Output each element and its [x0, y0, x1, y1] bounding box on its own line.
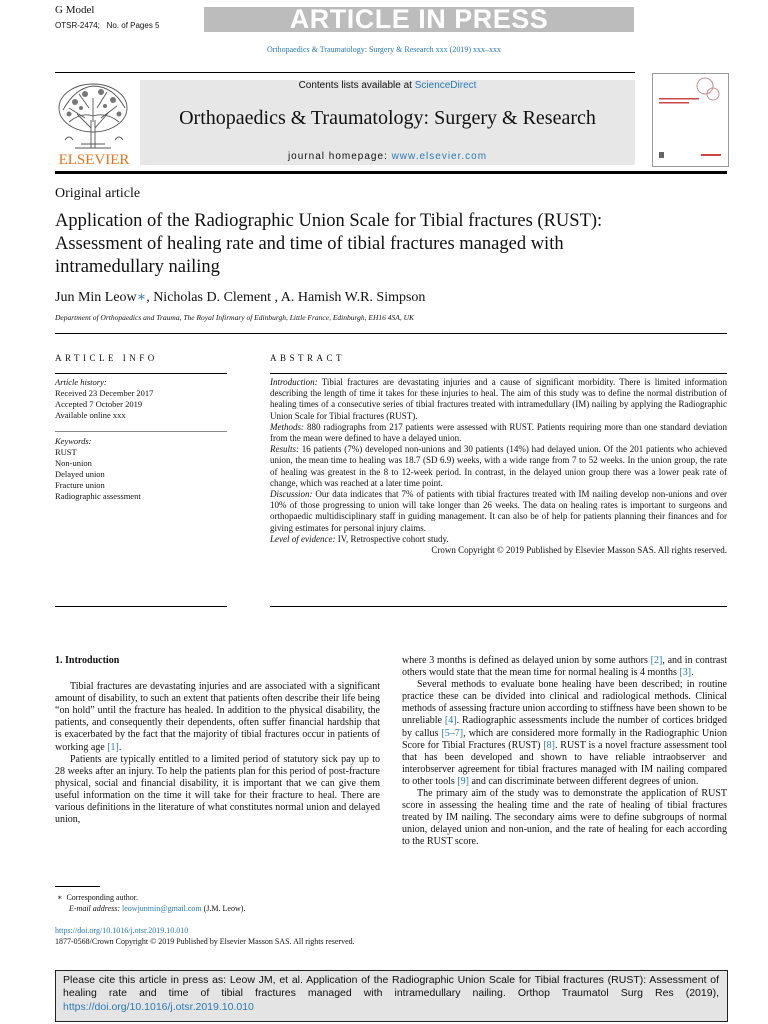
abstract-discussion-text: Our data indicates that 7% of patients with tibial fractures treated with IM nailing develop non-unions and over 10% of those progressing to union will take longer than 26 weeks. The data on healing rates is important to surgeons and orthopaedic multidisciplinary staff in guiding management. It can also be of help for patients planning their finances and for giving estimates for personal injury claims. — [270, 489, 727, 533]
abstract-methods — [270, 422, 727, 444]
abstract-level-text: IV, Retrospective cohort study. — [335, 533, 449, 544]
reference-link[interactable]: [2] — [650, 655, 663, 666]
history-online: Available online xxx — [55, 410, 126, 420]
co-authors: , Nicholas D. Clement , A. Hamish W.R. Simpson — [146, 290, 426, 305]
keywords-label: Keywords: — [55, 436, 92, 446]
author-list — [55, 289, 425, 306]
abstract-bottom-rule — [270, 606, 727, 607]
keyword-item: Radiographic assessment — [55, 491, 141, 501]
journal-title: Orthopaedics & Traumatology: Surgery & Research — [179, 107, 596, 129]
reference-link[interactable]: [1] — [107, 741, 119, 753]
abstract-discussion-label: Discussion: — [270, 489, 313, 500]
abstract-level-label: Level of evidence: — [270, 533, 336, 544]
history-accepted: Accepted 7 October 2019 — [55, 399, 143, 409]
abstract-rule — [270, 373, 727, 374]
paragraph-text: where 3 months is defined as delayed union by some authors — [402, 655, 651, 666]
article-history — [55, 377, 153, 421]
body-column-right — [402, 655, 727, 849]
email-label: E-mail address: — [69, 904, 123, 913]
corresponding-author-mark[interactable]: ∗ — [136, 290, 147, 305]
reference-link[interactable]: [8] — [543, 739, 555, 751]
article-title: Application of the Radiographic Union Scale for Tibial fractures (RUST): Assessment of healing rate and time of tibial fractures managed with intramedullary nailing — [55, 211, 603, 277]
article-info-rule — [55, 373, 227, 374]
contents-line — [140, 80, 635, 91]
footnote — [55, 892, 245, 914]
paragraph-text: . — [118, 741, 122, 753]
elsevier-tree-icon — [55, 78, 133, 166]
affiliation: Department of Orthopaedics and Trauma, The Royal Infirmary of Edinburgh, Little France, Edinburgh, EH16 4SA, UK — [55, 313, 415, 322]
footnote-mark: ∗ — [57, 893, 63, 902]
manuscript-number: OTSR-2474; — [55, 21, 100, 30]
abstract-introduction — [270, 377, 727, 422]
body-paragraph — [402, 655, 727, 679]
body-paragraph: Patients are typically entitled to a limited period of statutory sick pay up to 28 weeks after an injury. To help the patients plan for this period of post-fracture physical, social and financial disability, it is important that we can give them useful information on the time it will take for their fracture to heal. There are various definitions in the literature of what constitutes normal union and delayed union, — [55, 753, 380, 826]
abstract-methods-text: 880 radiographs from 217 patients were assessed with RUST. Patients requiring more than one standard deviation from the mean were defined to have a delayed union. — [270, 421, 727, 444]
footnote-rule — [55, 886, 100, 887]
email-link[interactable]: leowjunmin@gmail.com — [122, 904, 202, 913]
homepage-line — [140, 151, 635, 162]
reference-link[interactable]: [3] — [679, 667, 692, 679]
body-paragraph: The primary aim of the study was to demonstrate the application of RUST score in assessing the healing time and the rate of healing of tibial fractures treated by IM nailing. The secondary aims were to define subgroups of normal union, delayed union and non-union, and the rate of healing for each according to the RUST score. — [402, 788, 727, 848]
keyword-item: Fracture union — [55, 480, 105, 490]
paragraph-text: , which are considered more formally in the Radiographic Union Score for Tibial Fractures (RUST) — [402, 727, 727, 751]
issn-line: 1877-0568/Crown Copyright © 2019 Published by Elsevier Masson SAS. All rights reserved. — [55, 937, 355, 946]
contents-prefix: Contents lists available at — [298, 80, 415, 91]
sciencedirect-link[interactable]: ScienceDirect — [414, 80, 477, 91]
abstract-heading: ABSTRACT — [270, 353, 346, 363]
homepage-link[interactable]: www.elsevier.com — [391, 151, 488, 162]
email-note — [55, 903, 245, 914]
paragraph-text: and can discriminate between different degrees of union. — [468, 775, 699, 787]
reference-link[interactable]: [4] — [444, 715, 457, 727]
abstract-results — [270, 444, 727, 489]
abstract-intro-label: Introduction: — [270, 377, 318, 387]
reference-link[interactable]: [9] — [457, 775, 469, 787]
reference-link[interactable]: [5–7] — [441, 727, 464, 739]
corresponding-note — [55, 892, 245, 903]
cover-image-icon — [653, 74, 728, 166]
paragraph-text: . Radiographic assessments include the number of cortices bridged by callus — [402, 715, 727, 739]
cite-body: Please cite this article in press as: Leow JM, et al. Application of the Radiographic Union Scale for Tibial fractures (RUST): Assessment of healing rate and time of tibial fractures managed with intramedullary nailing. Orthop Traumatol Surg Res (2019), — [63, 974, 719, 1000]
page-count: No. of Pages 5 — [106, 21, 160, 30]
article-info-heading: ARTICLE INFO — [55, 353, 158, 363]
elsevier-wordmark: ELSEVIER — [58, 152, 130, 166]
introduction-heading: 1. Introduction — [55, 655, 120, 666]
journal-citation-link[interactable]: Orthopaedics & Traumatology: Surgery & Research xxx (2019) xxx–xxx — [266, 45, 502, 54]
cite-text — [63, 974, 719, 1014]
header-top-rule — [55, 72, 635, 73]
email-suffix: (J.M. Leow). — [201, 904, 246, 913]
paragraph-text: , and in contrast others would state that the mean time for normal healing is 4 months — [402, 655, 728, 679]
paragraph-text: Tibial fractures are devastating injuries and are associated with a significant amount of disability, to such an extent that patients often describe their life being “on hold” until the fracture has healed. In addition to the physical disability, the patients, and consequently their dependents, often suffer financial hardship that is exacerbated by the fact that the majority of tibial fractures occur in patients of working age — [55, 681, 380, 753]
body-paragraph — [55, 681, 380, 754]
paragraph-text: . — [691, 667, 694, 679]
g-model-label: G Model — [55, 4, 95, 16]
homepage-prefix: journal homepage: — [287, 151, 392, 162]
abstract-discussion — [270, 489, 727, 534]
author-leow: Jun Min Leow — [55, 290, 137, 305]
abstract-results-text: 16 patients (7%) developed non-unions and 30 patients (14%) had delayed union. Of the 201 patients who achieved union, the mean time to healing was 18.7 (SD 6.9) weeks, with a wide range from 7 to 52 weeks. In the union group, the rate of healing was greatest in the 8 to 12-week period. In contrast, in the delayed union group there was a lower peak rate of change, which was reached at a later time point. — [270, 444, 727, 488]
header-bottom-rule — [55, 171, 727, 174]
journal-cover-thumbnail[interactable] — [652, 73, 729, 167]
body-column-left — [55, 655, 380, 826]
history-keywords-rule — [55, 431, 227, 432]
keyword-item: RUST — [55, 447, 77, 457]
article-in-press-text: ARTICLE IN PRESS — [289, 4, 549, 34]
doi-link[interactable]: https://doi.org/10.1016/j.otsr.2019.10.010 — [55, 926, 189, 935]
abstract-level — [270, 534, 727, 545]
keyword-item: Non-union — [55, 458, 92, 468]
history-received: Received 23 December 2017 — [55, 388, 154, 398]
elsevier-logo — [55, 78, 133, 166]
body-paragraph — [402, 679, 727, 788]
paragraph-text: Several methods to evaluate bone healing have been described; in routine practice these can be divided into clinical and radiological methods. Clinical methods of assessing fracture union according to stiffness have been shown to be unreliable — [402, 679, 727, 727]
article-info-bottom-rule — [55, 606, 227, 607]
title-block-rule — [55, 333, 727, 334]
abstract-intro-text: Tibial fractures are devastating injuries and a cause of significant morbidity. There is limited information describing the length of time it takes for these injuries to heal. The aim of this study was to define the normal distribution of healing times of a consecutive series of tibial fractures treated with intramedullary (IM) nailing by applying the Radiographic Union Scale for Tibial fractures (RUST). — [270, 377, 727, 421]
abstract-body — [270, 377, 727, 556]
article-type: Original article — [55, 186, 141, 201]
keywords — [55, 436, 141, 502]
paragraph-text: . RUST is a novel fracture assessment tool that has been developed and shown to have reliable intraobserver and interobserver agreement for tibial fractures managed with IM nailing compared to other tools — [402, 739, 727, 787]
keyword-item: Delayed union — [55, 469, 105, 479]
abstract-copyright: Crown Copyright © 2019 Published by Elsevier Masson SAS. All rights reserved. — [431, 545, 727, 556]
abstract-results-label: Results: — [270, 444, 299, 455]
manuscript-id — [55, 21, 160, 30]
abstract-methods-label: Methods: — [270, 421, 304, 432]
history-label: Article history: — [55, 377, 107, 387]
cite-doi-link[interactable]: https://doi.org/10.1016/j.otsr.2019.10.010 — [63, 1000, 254, 1013]
corresponding-label: Corresponding author. — [66, 893, 138, 902]
